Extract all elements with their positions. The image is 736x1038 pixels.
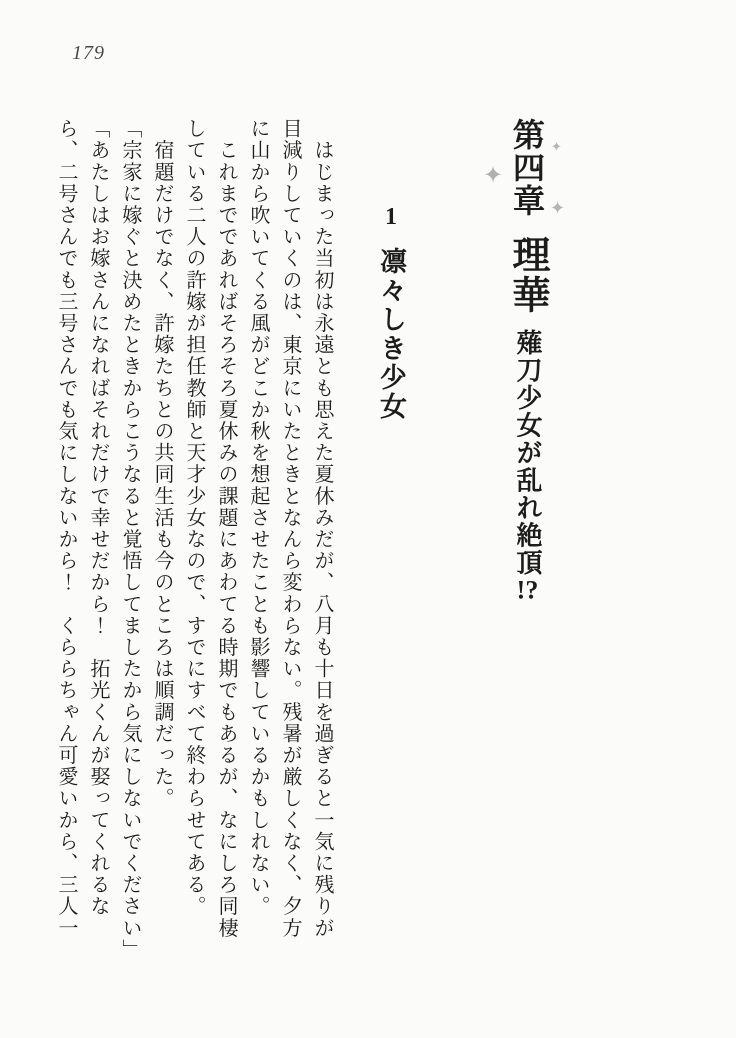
body-text-line: 「宗家に嫁ぐと決めたときからこうなると覚悟してましたから気にしないでください」 <box>119 118 141 961</box>
body-text-line: はじまった当初は永遠とも思えた夏休みだが、八月も十日を過ぎると一気に残りが <box>311 118 333 939</box>
sparkle-icon: ✦ <box>483 161 504 189</box>
body-text-line: している二人の許嫁が担任教師と天才少女なので、すでにすべて終わらせてある。 <box>183 118 205 918</box>
section-heading <box>375 205 407 905</box>
page-number: 179 <box>72 42 105 64</box>
chapter-title: 理華 <box>506 235 548 315</box>
body-text-line: ら、二号さんでも三号さんでも気にしないから！ くららちゃん可愛いから、三人一 <box>55 118 77 939</box>
body-text-line: に山から吹いてくる風がどこか秋を想起させたことも影響しているかもしれない。 <box>247 118 269 918</box>
body-text-line: 目減りしていくのは、東京にいたときとなんら変わらない。残暑が厳しくなく、夕方 <box>279 118 301 939</box>
body-text-line: 「あたしはお嫁さんになればそれだけで幸せだから！ 拓光くんが娶ってくれるな <box>87 118 109 918</box>
chapter-number: 第四章 <box>509 118 545 217</box>
sparkle-icon: ✦ <box>551 140 562 155</box>
body-text-line: 宿題だけでなく、許嫁たちとの共同生活も今のところは順調だった。 <box>151 118 173 810</box>
chapter-subtitle <box>513 329 542 603</box>
section-number: 1 <box>385 205 397 229</box>
body-text-line: これまでであればそろそろ夏休みの課題にあわてる時期でもあるが、なにしろ同棲 <box>215 118 237 939</box>
section-title: 凛々しき少女 <box>376 247 406 421</box>
chapter-subtitle-text: 薙刀少女が乱れ絶頂 <box>513 329 542 577</box>
chapter-heading <box>504 118 550 978</box>
sparkle-icon: ✦ <box>550 198 566 219</box>
chapter-subtitle-exclamation: !? <box>516 576 539 603</box>
body-text <box>46 118 338 966</box>
